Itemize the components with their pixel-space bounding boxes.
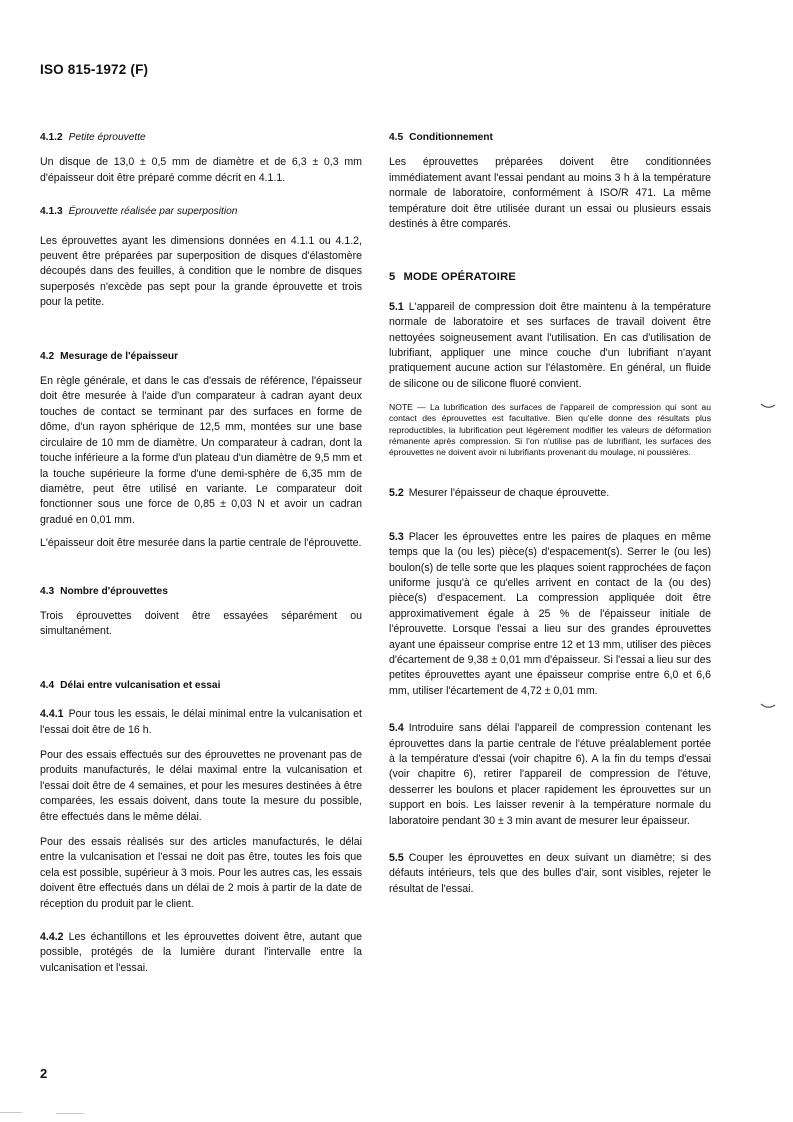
paragraph-4-4-1-b: Pour des essais effectués sur des éprouvettes ne provenant pas de produits manufacturés, le délai maximal entre la vulcanisation et l'essai doit être de 4 semaines, et pour les mesures destinées à être comparées, les essais doivent, dans toute la mesure du possible, être effectués dans le même délai. xyxy=(40,748,362,823)
paragraph-4-5: Les éprouvettes préparées doivent être conditionnées immédiatement avant l'essai pendant au moins 3 h à la température normale de laboratoire, conformément à ISO/R 471. La même température doit être utilisée durant un essai ou plusieurs essais destinés à être comparés. xyxy=(389,156,711,231)
paragraph-4-3: Trois éprouvettes doivent être essayées séparément ou simultanément. xyxy=(40,609,362,638)
paragraph-4-2-b: L'épaisseur doit être mesurée dans la partie centrale de l'éprouvette. xyxy=(40,537,362,550)
scan-artifact xyxy=(56,1113,84,1114)
left-column xyxy=(40,130,362,976)
paragraph-4-4-1-a: 4.4.1 Pour tous les essais, le délai minimal entre la vulcanisation et l'essai doit être de 16 h. xyxy=(40,708,362,736)
heading-4-5: 4.5 Conditionnement xyxy=(389,132,493,143)
paragraph-5-4: 5.4 Introduire sans délai l'appareil de compression contenant les éprouvettes dans la partie centrale de l'étuve préalablement portée à la température d'essai (voir chapitre 6). A la fin du temps d'essai (voir chapitre 6), retirer l'appareil de compression de l'étuve, desserrer les boulons et placer rapidement les éprouvettes sur un support en bois. Les laisser revenir à la température normale du laboratoire pendant 30 ± 3 min avant de mesurer leur épaisseur. xyxy=(389,722,711,827)
page-number: 2 xyxy=(40,1066,48,1081)
paragraph-5-1: 5.1 L'appareil de compression doit être maintenu à la température normale de laboratoire et ses surfaces de travail doivent être nettoyées soigneusement avant l'utilisation. En cas d'utilisation de lubrifiant, appliquer une mince couche d'un lubrifiant n'ayant pratiquement aucune action sur l'élastomère. En général, un fluide de silicone ou de silicone fluoré convient. xyxy=(389,300,711,390)
paragraph-5-2: 5.2 Mesurer l'épaisseur de chaque éprouvette. xyxy=(389,487,610,500)
heading-4-2: 4.2 Mesurage de l'épaisseur xyxy=(40,350,179,362)
scan-artifact xyxy=(0,1112,22,1113)
heading-4-1-3: 4.1.3 Éprouvette réalisée par superposition xyxy=(40,206,238,218)
paragraph-4-1-2: Un disque de 13,0 ± 0,5 mm de diamètre et de 6,3 ± 0,3 mm d'épaisseur doit être préparé comme décrit en 4.1.1. xyxy=(40,156,362,184)
paragraph-5-3: 5.3 Placer les éprouvettes entre les paires de plaques en même temps que la (ou les) pièce(s) d'espacement(s). Serrer le (ou les) boulon(s) de telle sorte que les plaques soient rapprochées de façon uniforme jusqu'à ce qu'elles arrivent en contact de la (ou des) pièce(s) d'espacement. La compression appliquée doit être approximativement égale à 25 % de l'épaisseur initiale de l'éprouvette. Lorsque l'essai a lieu sur des grandes éprouvettes ayant une épaisseur comprise entre 12 et 13 mm, utiliser des pièces d'écartement de 9,38 ± 0,01 mm d'épaisseur. Si l'essai a lieu sur des petites éprouvettes ayant une épaisseur comprise entre 6,0 et 6,6 mm, utiliser l'écartement de 4,72 ± 0,01 mm. xyxy=(389,530,711,697)
margin-curve-mark xyxy=(760,702,776,710)
right-column xyxy=(389,130,711,897)
paragraph-4-1-3: Les éprouvettes ayant les dimensions données en 4.1.1 ou 4.1.2, peuvent être préparées par superposition de disques d'élastomère découpés dans des feuilles, à condition que le nombre de disques superposés n'excède pas sept pour la grande éprouvette et trois pour la petite. xyxy=(40,234,362,309)
heading-4-1-2: 4.1.2 Petite éprouvette xyxy=(40,132,146,143)
note-5-1: NOTE — La lubrification des surfaces de l'appareil de compression qui sont au contact des éprouvettes est facultative. Bien qu'elle donne des résultats plus reproductibles, la lubrification peut légèrement modifier les valeurs de déformation rémanente après compression. Si l'on n'utilise pas de lubrifiant, les surfaces des éprouvettes ne doivent avoir ni lubrifiants provenant du moulage, ni poussières. xyxy=(389,402,711,458)
margin-curve-mark xyxy=(760,402,776,410)
paragraph-4-4-2: 4.4.2 Les échantillons et les éprouvettes doivent être, autant que possible, protégés de la lumière durant l'intervalle entre la vulcanisation et l'essai. xyxy=(40,931,362,974)
heading-4-3: 4.3 Nombre d'éprouvettes xyxy=(40,585,168,597)
paragraph-4-2-a: En règle générale, et dans le cas d'essais de référence, l'épaisseur doit être mesurée à l'aide d'un comparateur à cadran ayant deux touches de contact se terminant par des surfaces en forme de dôme, d'un rayon sphérique de 12,5 mm, montées sur une base circulaire de 10 mm de diamètre. Un comparateur à cadran, dont la touche inférieure a la forme d'un plateau d'un diamètre de 9,5 mm et la touche supérieure la forme d'une demi-sphère de 6,35 mm de diamètre, peut être utilisé en variante. Le comparateur doit fonctionner sous une force de 0,85 ± 0,03 N et avoir un cadran gradué en 0,01 mm. xyxy=(40,375,362,526)
document-header: ISO 815-1972 (F) xyxy=(40,62,149,77)
paragraph-5-5: 5.5 Couper les éprouvettes en deux suivant un diamètre; si des défauts intérieurs, tels que des bulles d'air, sont visibles, rejeter le résultat de l'essai. xyxy=(389,852,711,895)
paragraph-4-4-1-c: Pour des essais réalisés sur des articles manufacturés, le délai entre la vulcanisation et l'essai ne doit pas être, toutes les fois que cela est possible, supérieur à 3 mois. Pour les autres cas, les essais doivent être effectués dans un délai de 2 mois à partir de la date de réception du produit par le client. xyxy=(40,836,362,910)
heading-5: 5 MODE OPÉRATOIRE xyxy=(389,271,517,284)
heading-4-4: 4.4 Délai entre vulcanisation et essai xyxy=(40,679,221,691)
